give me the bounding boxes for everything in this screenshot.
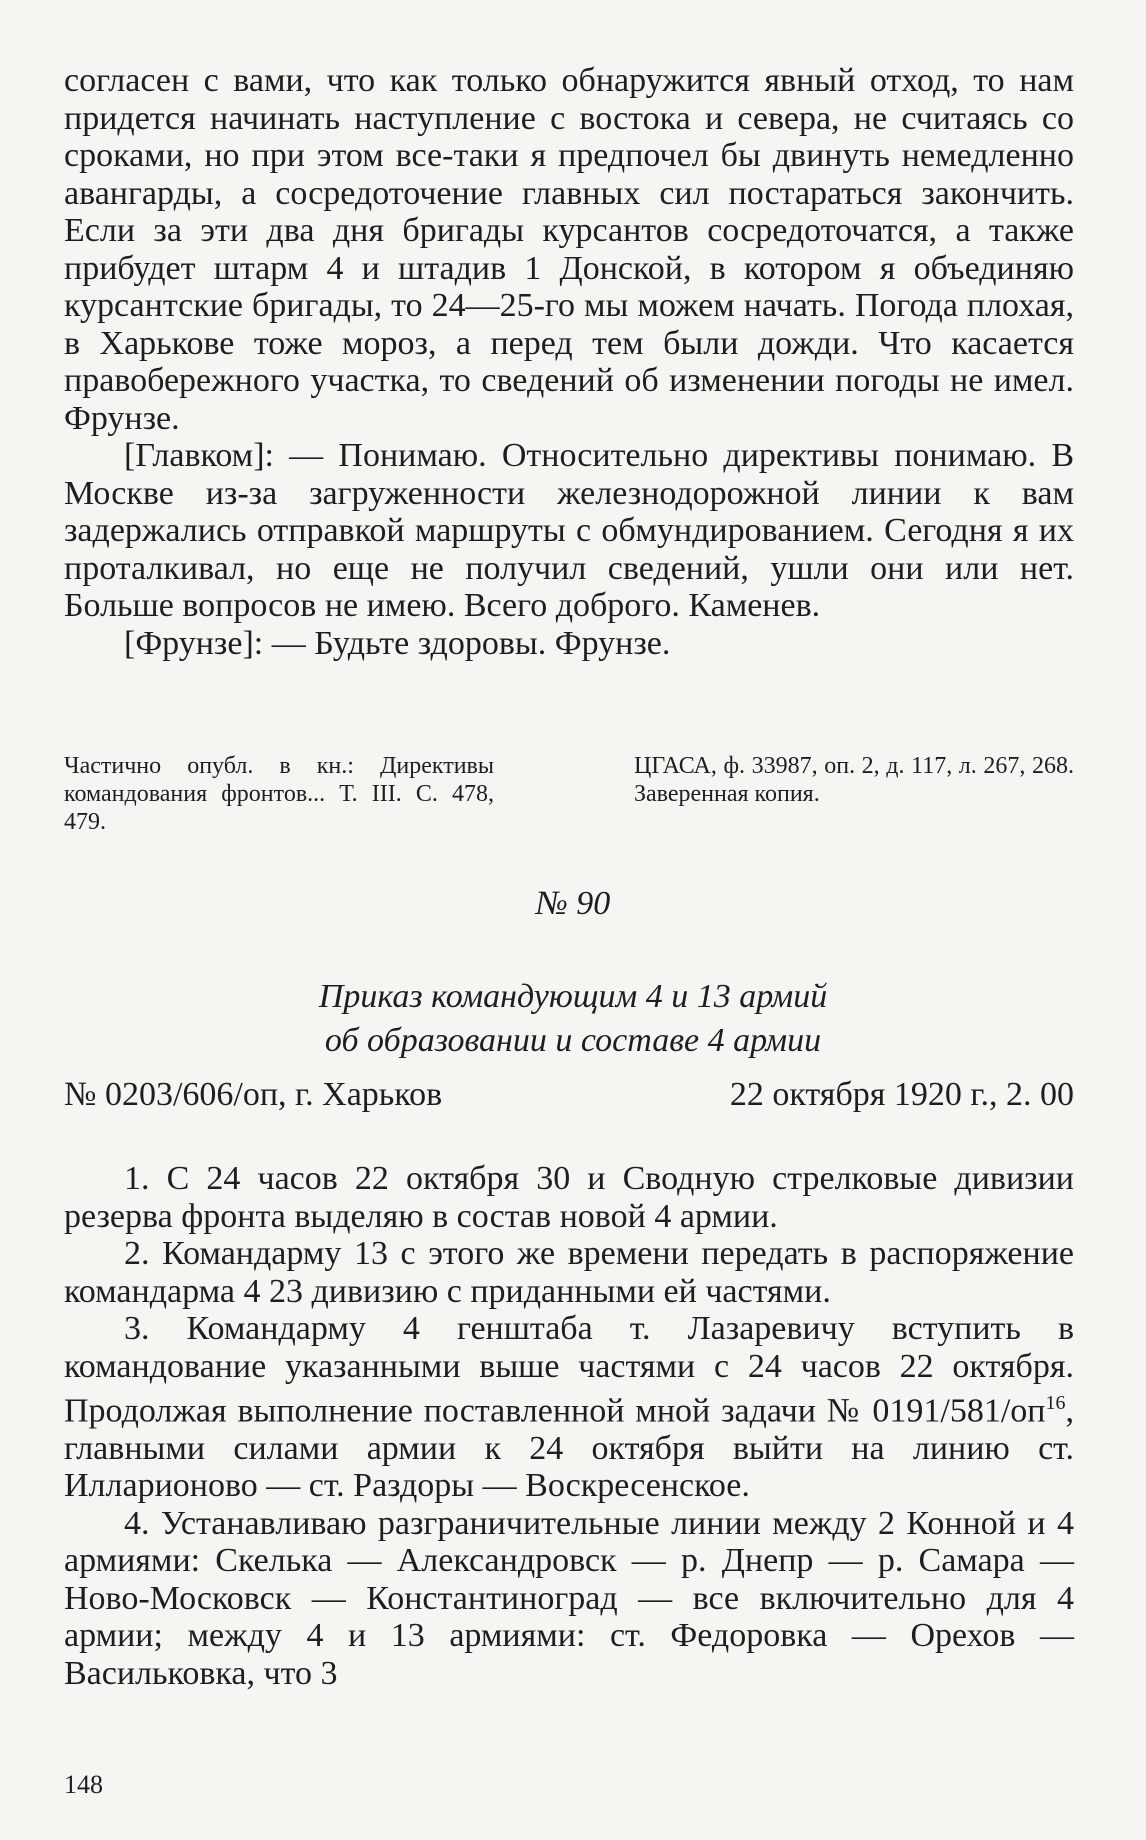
- paragraph-frunze-farewell: [Фрунзе]: — Будьте здоровы. Фрунзе.: [124, 624, 671, 662]
- archive-note: ЦГАСА, ф. 33987, оп. 2, д. 117, л. 267, 268. Заверенная копия.: [634, 753, 1074, 807]
- document-title-line-2: об образовании и составе 4 армии: [324, 1022, 822, 1059]
- paragraph-frunze-report: согласен с вами, что как только обнаружится явный отход, то нам придется начинать наступление с востока и севера, не считаясь со сроками, но при этом все-таки я предпочел бы двинуть немедленно авангарды, а сосредоточение главных сил постараться закончить. Если за эти два дня бригады курсантов сосредоточатся, а также прибудет штарм 4 и штадив 1 Донской, в котором я объединяю курсантские бригады, то 24—25-го мы можем начать. Погода плохая, в Харькове тоже мороз, а перед тем были дожди. Что касается правобережного участка, то сведений об изменении погоды не имел. Фрунзе.: [64, 62, 1074, 437]
- document-reference: № 0203/606/оп, г. Харьков: [64, 1076, 443, 1113]
- order-text-block: [64, 1160, 1074, 1692]
- page-number: 148: [64, 1770, 103, 1799]
- order-item-3-text-a: 3. Командарму 4 генштаба т. Лазаревичу вступить в командование указанными выше частями с 24 часов 22 октября. Продолжая выполнение поставленной мной задачи № 0191/581/оп: [64, 1310, 1074, 1430]
- order-item-4: 4. Устанавливаю разграничительные линии между 2 Конной и 4 армиями: Скелька — Александровск — р. Днепр — р. Самара — Ново-Московск — Константиноград — все включительно для 4 армии; между 4 и 13 армиями: ст. Федоровка — Орехов — Васильковка, что 3: [64, 1504, 1074, 1692]
- order-item-2: 2. Командарму 13 с этого же времени передать в распоряжение командарма 4 23 дивизию с приданными ей частями.: [64, 1235, 1074, 1310]
- top-text-block: [64, 62, 1074, 662]
- order-item-3-text-b: , главными силами армии к 24 октября выйти на линию ст. Илларионово — ст. Раздоры — Воскресенское.: [64, 1392, 1074, 1505]
- document-meta-line: [64, 1075, 1074, 1115]
- document-number: № 90: [535, 885, 611, 922]
- order-item-3: [64, 1310, 1074, 1505]
- document-title-line-1: Приказ командующим 4 и 13 армий: [318, 978, 828, 1015]
- paragraph-glavkom-reply: [Главком]: — Понимаю. Относительно директивы понимаю. В Москве из-за загруженности железнодорожной линии к вам задержались отправкой маршруты с обмундированием. Сегодня я их проталкивал, но еще не получил сведений, ушли они или нет. Больше вопросов не имею. Всего доброго. Каменев.: [64, 437, 1074, 624]
- document-title: [0, 975, 1146, 1063]
- footnote-reference: 16: [1045, 1392, 1066, 1414]
- order-item-1: 1. С 24 часов 22 октября 30 и Сводную стрелковые дивизии резерва фронта выделяю в состав новой 4 армии.: [64, 1160, 1074, 1235]
- publication-note: Частично опубл. в кн.: Директивы командования фронтов... Т. III. С. 478, 479.: [64, 753, 494, 835]
- source-notes: [64, 752, 1074, 836]
- document-date: 22 октября 1920 г., 2. 00: [729, 1076, 1074, 1113]
